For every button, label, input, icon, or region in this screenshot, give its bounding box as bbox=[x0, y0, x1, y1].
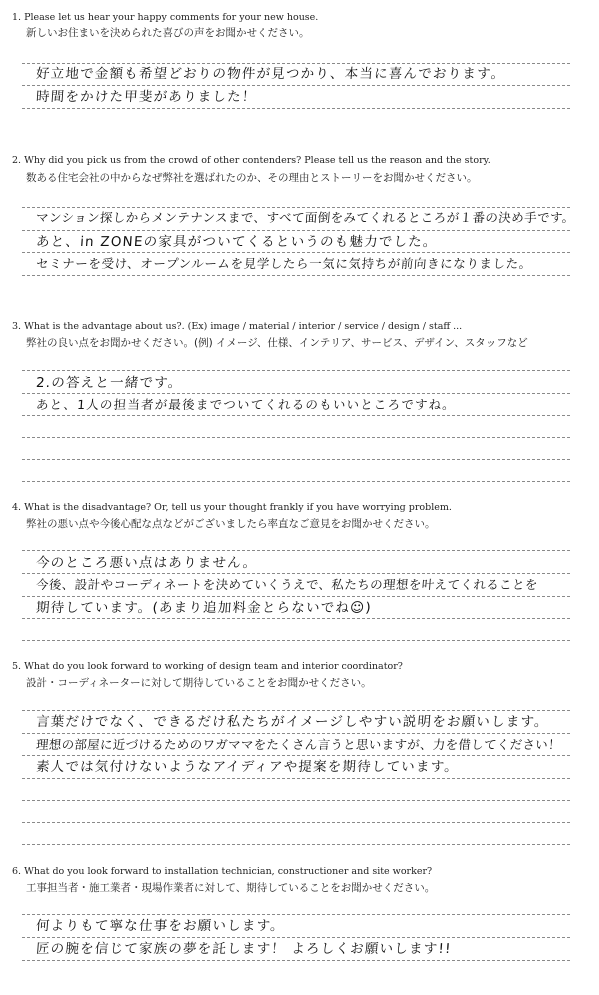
answer-line bbox=[22, 596, 570, 597]
question-4-english: 4. What is the disadvantage? Or, tell us your thought frankly if you have worrying problem. bbox=[12, 502, 452, 513]
answer-line bbox=[22, 437, 570, 438]
answer-2-line-1: マンション探しからメンテナンスまで、すべて面倒をみてくれるところが１番の決め手です。 bbox=[35, 210, 576, 225]
question-6-english: 6. What do you look forward to installation technician, constructioner and site worker? bbox=[12, 866, 433, 877]
answer-line bbox=[22, 63, 570, 64]
answer-4-line-1: 今のところ悪い点はありません。 bbox=[35, 555, 258, 571]
answer-3-line-2: あと、1人の担当者が最後までついてくれるのもいいところですね。 bbox=[35, 397, 457, 412]
answer-line bbox=[22, 844, 570, 845]
question-1-japanese: 新しいお住まいを決められた喜びの声をお聞かせください。 bbox=[26, 27, 310, 39]
answer-line bbox=[22, 755, 570, 756]
answer-5-line-1: 言葉だけでなく、できるだけ私たちがイメージしやすい説明をお願いします。 bbox=[35, 714, 550, 730]
question-3-english: 3. What is the advantage about us?. (Ex) image / material / interior / service / design / staff ... bbox=[12, 321, 463, 332]
answer-line bbox=[22, 573, 570, 574]
answer-line bbox=[22, 230, 570, 231]
answer-line bbox=[22, 252, 570, 253]
answer-line bbox=[22, 481, 570, 482]
answer-line bbox=[22, 85, 570, 86]
answer-line bbox=[22, 937, 570, 938]
answer-3-line-1: 2.の答えと一緒です。 bbox=[35, 375, 184, 391]
question-5-english: 5. What do you look forward to working of design team and interior coordinator? bbox=[12, 661, 403, 672]
answer-6-line-1: 何よりもて寧な仕事をお願いします。 bbox=[35, 918, 286, 934]
question-2-japanese: 数ある住宅会社の中からなぜ弊社を選ばれたのか、その理由とストーリーをお聞かせください。 bbox=[26, 172, 478, 184]
question-6-japanese: 工事担当者・施工業者・現場作業者に対して、期待していることをお聞かせください。 bbox=[26, 882, 436, 894]
question-1-english: 1. Please let us hear your happy comments for your new house. bbox=[12, 12, 319, 23]
answer-4-line-3: 期待しています。(あまり追加料金とらないでね☺) bbox=[35, 600, 373, 616]
answer-line bbox=[22, 710, 570, 711]
answer-2-line-3: セミナーを受け、オープンルームを見学したら一気に気持ちが前向きになりました。 bbox=[35, 256, 533, 271]
answer-line bbox=[22, 640, 570, 641]
answer-line bbox=[22, 207, 570, 208]
question-2-english: 2. Why did you pick us from the crowd of other contenders? Please tell us the reason and the story. bbox=[12, 155, 491, 166]
question-5-japanese: 設計・コーディネーターに対して期待していることをお聞かせください。 bbox=[26, 677, 372, 689]
answer-1-line-1: 好立地で金額も希望どおりの物件が見つかり、本当に喜んでおります。 bbox=[35, 66, 506, 82]
answer-1-line-2: 時間をかけた甲斐がありました！ bbox=[35, 89, 258, 105]
answer-4-line-2: 今後、設計やコーディネートを決めていくうえで、私たちの理想を叶えてくれることを bbox=[35, 577, 539, 592]
answer-5-line-3: 素人では気付けないようなアイディアや提案を期待しています。 bbox=[35, 759, 460, 775]
answer-line bbox=[22, 459, 570, 460]
answer-line bbox=[22, 393, 570, 394]
answer-2-line-2: あと、in ZONEの家具がついてくるというのも魅力でした。 bbox=[35, 234, 439, 250]
answer-5-line-2: 理想の部屋に近づけるためのワガママをたくさん言うと思いますが、力を借してください！ bbox=[35, 737, 562, 752]
answer-line bbox=[22, 550, 570, 551]
answer-line bbox=[22, 370, 570, 371]
question-3-japanese: 弊社の良い点をお聞かせください。(例) イメージ、仕様、インテリア、サービス、デザイン、スタッフなど bbox=[26, 337, 528, 349]
answer-line bbox=[22, 914, 570, 915]
answer-line bbox=[22, 618, 570, 619]
answer-line bbox=[22, 733, 570, 734]
question-4-japanese: 弊社の悪い点や今後心配な点などがございましたら率直なご意見をお聞かせください。 bbox=[26, 518, 436, 530]
answer-6-line-2: 匠の腕を信じて家族の夢を託します！ よろしくお願いします!! bbox=[35, 941, 453, 957]
answer-line bbox=[22, 822, 570, 823]
answer-line bbox=[22, 960, 570, 961]
answer-line bbox=[22, 275, 570, 276]
answer-line bbox=[22, 415, 570, 416]
answer-line bbox=[22, 108, 570, 109]
answer-line bbox=[22, 778, 570, 779]
answer-line bbox=[22, 800, 570, 801]
